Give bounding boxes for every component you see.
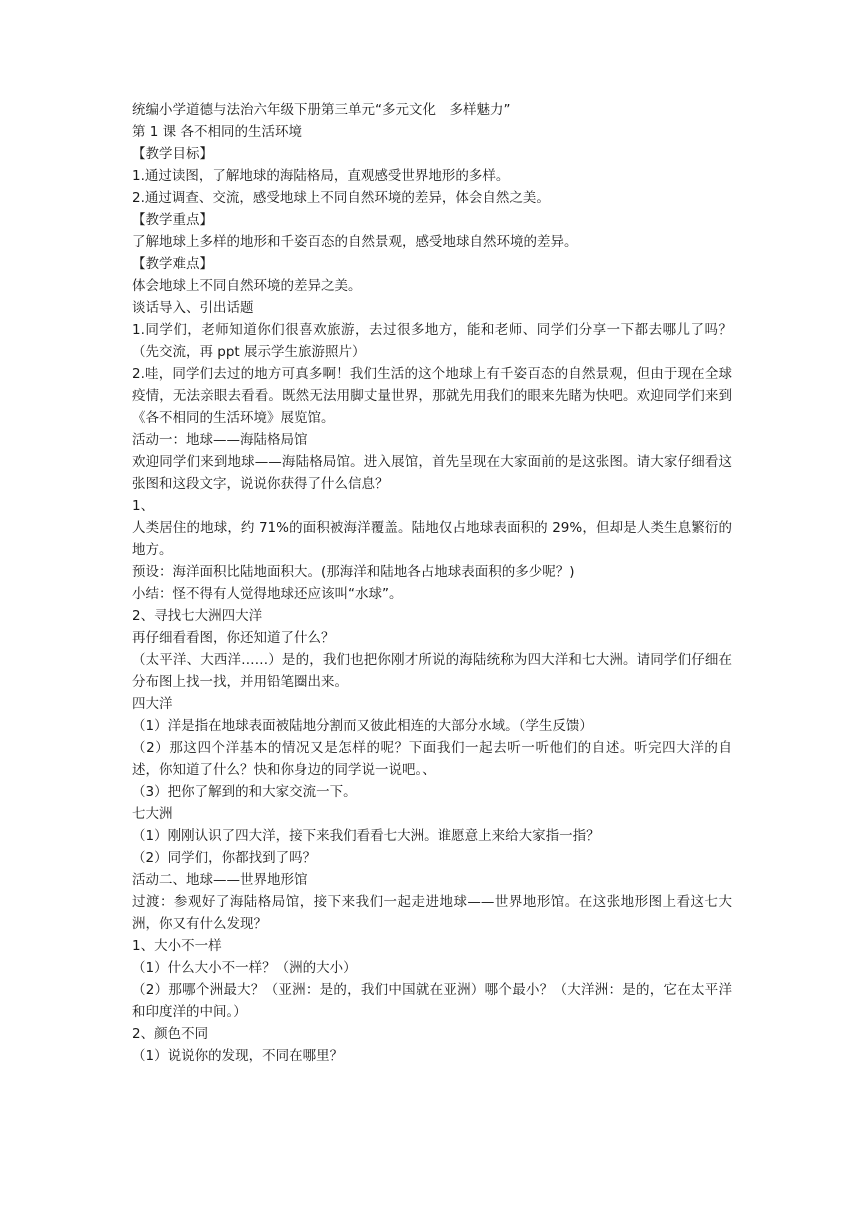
paragraph: 预设：海洋面积比陆地面积大。(那海洋和陆地各占地球表面积的多少呢？) (132, 564, 575, 580)
paragraph: 再仔细看看图，你还知道了什么？ (132, 630, 335, 646)
document-title: 统编小学道德与法治六年级下册第三单元“多元文化 多样魅力” (132, 102, 511, 118)
section-heading-objectives: 【教学目标】 (132, 146, 213, 162)
paragraph: 欢迎同学们来到地球——海陆格局馆。进入展馆，首先呈现在大家面前的是这张图。请大家仔细看这张图和这段文字，说说你获得了什么信息？ (132, 454, 732, 492)
section-heading-difficulties: 【教学难点】 (132, 256, 213, 272)
activity-2-heading: 活动二、地球——世界地形馆 (132, 872, 308, 888)
paragraph: （1）什么大小不一样？（洲的大小） (132, 960, 357, 976)
difficulties-text: 体会地球上不同自然环境的差异之美。 (132, 278, 362, 294)
paragraph: （太平洋、大西洋……）是的，我们也把你刚才所说的海陆统称为四大洋和七大洲。请同学们仔细在分布图上找一找，并用铅笔圈出来。 (132, 652, 732, 690)
paragraph: （2）同学们，你都找到了吗？ (132, 850, 317, 866)
oceans-heading: 四大洋 (132, 696, 173, 712)
paragraph: 过渡：参观好了海陆格局馆，接下来我们一起走进地球——世界地形馆。在这张地形图上看这七大洲，你又有什么发现？ (132, 894, 732, 932)
objective-2: 2.通过调查、交流，感受地球上不同自然环境的差异，体会自然之美。 (132, 190, 550, 206)
subheading: 2、颜色不同 (132, 1026, 209, 1042)
paragraph: 2.哇，同学们去过的地方可真多啊！我们生活的这个地球上有千姿百态的自然景观，但由于现在全球疫情，无法亲眼去看看。既然无法用脚丈量世界，那就先用我们的眼来先睹为快吧。欢迎同学们来到《各不相同的生活环境》展览馆。 (132, 366, 732, 426)
section-heading-key-points: 【教学重点】 (132, 212, 213, 228)
activity-1-heading: 活动一：地球——海陆格局馆 (132, 432, 308, 448)
paragraph: 1.同学们，老师知道你们很喜欢旅游，去过很多地方，能和老师、同学们分享一下都去哪儿了吗？（先交流，再 ppt 展示学生旅游照片） (132, 322, 732, 360)
paragraph: （2）那这四个洋基本的情况又是怎样的呢？下面我们一起去听一听他们的自述。听完四大洋的自述，你知道了什么？快和你身边的同学说一说吧。、 (132, 740, 732, 778)
lesson-title: 第 1 课 各不相同的生活环境 (132, 124, 302, 140)
paragraph: （1）洋是指在地球表面被陆地分割而又彼此相连的大部分水域。（学生反馈） (132, 718, 593, 734)
paragraph: （1）刚刚认识了四大洋，接下来我们看看七大洲。谁愿意上来给大家指一指？ (132, 828, 600, 844)
paragraph: （1）说说你的发现，不同在哪里？ (132, 1048, 344, 1064)
continents-heading: 七大洲 (132, 806, 173, 822)
subheading: 2、寻找七大洲四大洋 (132, 608, 263, 624)
paragraph: 小结：怪不得有人觉得地球还应该叫“水球”。 (132, 586, 403, 602)
paragraph: 人类居住的地球，约 71%的面积被海洋覆盖。陆地仅占地球表面积的 29%，但却是人类生息繁衍的地方。 (132, 520, 732, 558)
key-points-text: 了解地球上多样的地形和千姿百态的自然景观，感受地球自然环境的差异。 (132, 234, 578, 250)
objective-1: 1.通过读图，了解地球的海陆格局，直观感受世界地形的多样。 (132, 168, 510, 184)
paragraph: （3）把你了解到的和大家交流一下。 (132, 784, 357, 800)
subheading: 1、大小不一样 (132, 938, 222, 954)
item-number: 1、 (132, 498, 155, 514)
intro-heading: 谈话导入、引出话题 (132, 300, 254, 316)
document-page (132, 99, 732, 1067)
paragraph: （2）那哪个洲最大？（亚洲：是的，我们中国就在亚洲）哪个最小？（大洋洲：是的，它在太平洋和印度洋的中间。） (132, 982, 732, 1020)
